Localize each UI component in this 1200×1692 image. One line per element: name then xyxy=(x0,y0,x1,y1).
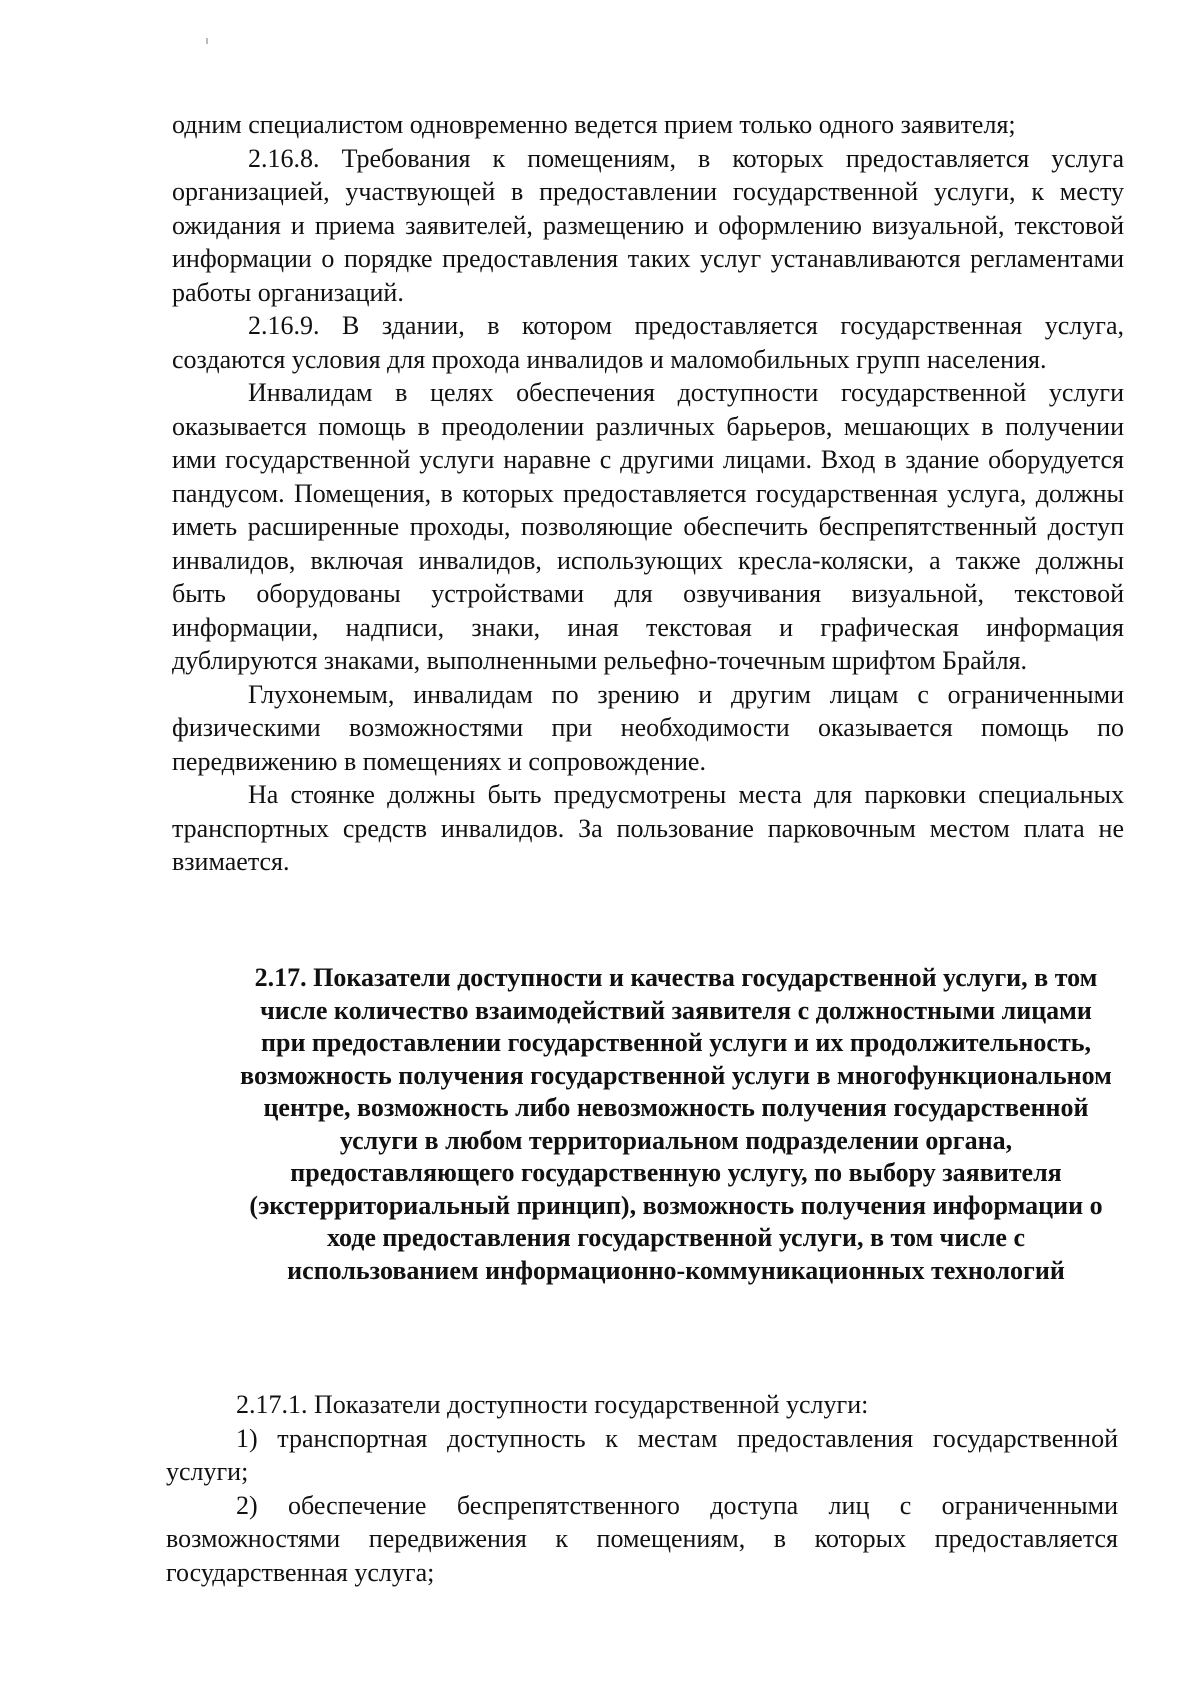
list-item-1: 1) транспортная доступность к местам предоставления государственной услуги; xyxy=(166,1423,1118,1486)
section-2-17-text xyxy=(166,1388,1118,1589)
paragraph-disabled-access: Инвалидам в целях обеспечения доступности государственной услуги оказывается помощь в преодолении различных барьеров, мешающих в получении ими государственной услуги наравне с другими лицами. Вход в здание оборудуется пандусом. Помещения, в которых предоставляется государственная услуга, должны иметь расширенные проходы, позволяющие обеспечить беспрепятственный доступ инвалидов, включая инвалидов, использующих кресла-коляски, а также должны быть оборудованы устройствами для озвучивания визуальной, текстовой информации, надписи, знаки, иная текстовая и графическая информация дублируются знаками, выполненными рельефно-точечным шрифтом Брайля. xyxy=(172,378,1124,675)
paragraph-2-16-9: 2.16.9. В здании, в котором предоставляется государственная услуга, создаются условия для прохода инвалидов и маломобильных групп населения. xyxy=(172,311,1124,374)
scan-artifact xyxy=(206,38,208,44)
section-heading-2-17: 2.17. Показатели доступности и качества государственной услуги, в том числе количество взаимодействий заявителя с должностными лицами при предоставлении государственной услуги и их продолжительность, возможность получения государственной услуги в многофункциональном центре, возможность либо невозможность получения государственной услуги в любом территориальном подразделении органа, предоставляющего государственную услугу, по выбору заявителя (экстерриториальный принцип), возможность получения информации о ходе предоставления государственной услуги, в том числе с использованием информационно-коммуникационных технологий xyxy=(240,963,1112,1285)
list-item-2: 2) обеспечение беспрепятственного доступа лиц с ограниченными возможностями передвижения к помещениям, в которых предоставляется государственная услуга; xyxy=(166,1490,1118,1587)
paragraph-parking: На стоянке должны быть предусмотрены места для парковки специальных транспортных средств инвалидов. За пользование парковочным местом плата не взимается. xyxy=(172,780,1124,876)
paragraph-2-16-8: 2.16.8. Требования к помещениям, в которых предоставляется услуга организацией, участвующей в предоставлении государственной услуги, к месту ожидания и приема заявителей, размещению и оформлению визуальной, текстовой информации о порядке предоставления таких услуг устанавливаются регламентами работы организаций. xyxy=(172,143,1124,307)
paragraph-continuation: одним специалистом одновременно ведется прием только одного заявителя; xyxy=(172,110,1016,139)
body-text xyxy=(172,108,1124,879)
paragraph-assistance: Глухонемым, инвалидам по зрению и другим лицам с ограниченными физическими возможностями при необходимости оказывается помощь по передвижению в помещениях и сопровождение. xyxy=(172,679,1124,776)
paragraph-2-17-1: 2.17.1. Показатели доступности государственной услуги: xyxy=(236,1390,869,1419)
